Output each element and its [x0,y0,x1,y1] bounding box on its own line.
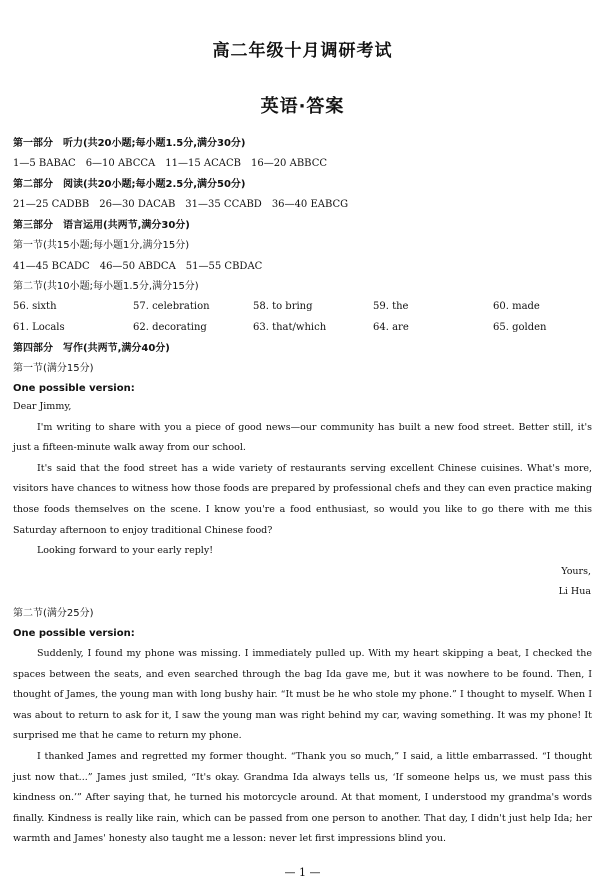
part4-sec1-heading: 第一节(满分15分) [13,363,94,374]
letter-body [13,397,592,562]
letter-signature: Li Hua [558,586,591,597]
page-number: — 1 — [284,866,321,879]
part4-sec2-heading: 第二节(满分25分) [13,608,94,619]
letter-paragraph-1: I'm writing to share with you a piece of good news—our community has built a new food street. Better still, it's just a fifteen-minute walk away from our school. [13,421,592,454]
answer-62: 62. decorating [133,322,207,333]
part3-sec2-heading: 第二节(共10小题;每小题1.5分,满分15分) [13,281,199,292]
part1-answers: 1—5 BABAC 6—10 ABCCA 11—15 ACACB 16—20 ABBCC [13,158,327,169]
answer-65: 65. golden [493,322,547,333]
letter-closing: Yours, [561,566,591,577]
answer-61: 61. Locals [13,322,65,333]
part3-sec1-heading: 第一节(共15小题;每小题1分,满分15分) [13,240,190,251]
part1-heading: 第一部分 听力(共20小题;每小题1.5分,满分30分) [13,138,246,149]
story-body [13,644,592,850]
part3-heading: 第三部分 语言运用(共两节,满分30分) [13,220,190,231]
letter-paragraph-3: Looking forward to your early reply! [37,545,214,557]
part2-answers: 21—25 CADBB 26—30 DACAB 31—35 CCABD 36—40 EABCG [13,199,349,210]
story-paragraph-2: I thanked James and regretted my former thought. “Thank you so much,” I said, a little embarrassed. “I thought just now that...” James just smiled, “It's okay. Grandma Ida always tells us, ‘If someone helps us, we must pass this kindness on.’” After saying that, he turned his motorcycle around. At that moment, I understood my grandma's words finally. Kindness is really like rain, which can be passed from one person to another. That day, I didn't just help Ida; her warmth and James' honesty also taught me a lesson: never let first impressions blind you. [13,750,592,845]
answer-57: 57. celebration [133,301,210,312]
version-label-1: One possible version: [13,383,135,394]
page-subtitle: 英语·答案 [260,96,345,117]
letter-greeting: Dear Jimmy, [13,401,72,412]
version-label-2: One possible version: [13,628,135,639]
part2-heading: 第二部分 阅读(共20小题;每小题2.5分,满分50分) [13,179,246,190]
answer-63: 63. that/which [253,322,327,333]
answer-59: 59. the [373,301,409,312]
story-paragraph-1: Suddenly, I found my phone was missing. I immediately pulled up. With my heart skipping a beat, I checked the spaces between the seats, and even searched through the bag Ida gave me, but it was nowhere to be found. Then, I thought of James, the young man with long bushy hair. “It must be he who stole my phone.” I thought to myself. When I was about to return to ask for it, I saw the young man was right behind my car, waving something. It was my phone! It surprised me that he came to return my phone. [13,648,592,742]
answer-56: 56. sixth [13,301,57,312]
part3-sec1-answers: 41—45 BCADC 46—50 ABDCA 51—55 CBDAC [13,261,263,272]
answer-58: 58. to bring [253,301,313,312]
answer-64: 64. are [373,322,409,333]
page-title: 高二年级十月调研考试 [212,41,393,61]
letter-paragraph-2: It's said that the food street has a wide variety of restaurants serving excellent Chinese cuisines. What's more, visitors have chances to witness how those foods are prepared by professional chefs and they can even practice making those foods themselves on the scene. I know you're a food enthusiast, so would you like to go there with me this Saturday afternoon to enjoy traditional Chinese food? [13,462,592,536]
part4-heading: 第四部分 写作(共两节,满分40分) [13,343,170,354]
answer-60: 60. made [493,301,540,312]
